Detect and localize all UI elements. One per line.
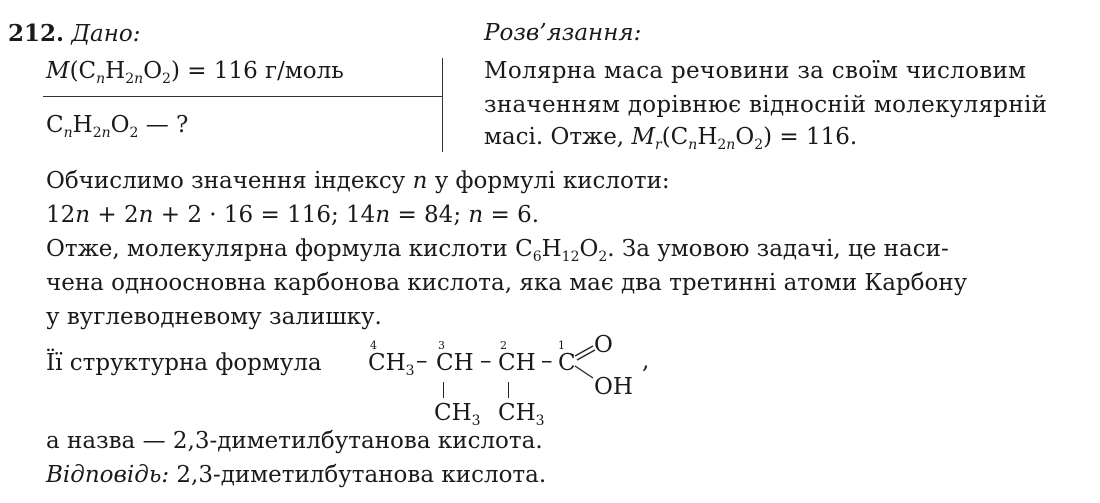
bond-4-3: – — [416, 348, 428, 374]
solution-text-3: масі. Отже, $M_r(C_nH_{2n}O_2) = 116$. — [484, 124, 858, 153]
bond-3-methyl — [443, 382, 444, 398]
atom-oh: OH — [594, 374, 633, 400]
given-label: Дано: — [71, 21, 141, 47]
solution-label: Розв’язання: — [484, 20, 642, 46]
atom-c-1: 1 C — [558, 339, 576, 376]
problem-number: 212. — [8, 20, 65, 47]
methyl-3: $CH_3$ — [434, 400, 481, 429]
given-vertical-divider — [442, 58, 443, 152]
body-line-1: Обчислимо значення індексу n у формулі кислоти: — [46, 168, 670, 194]
atom-ch-3: 3 CH — [436, 339, 474, 376]
given-molar-mass: $M(C_nH_{2n}O_2) = 116$ г/моль — [46, 58, 344, 87]
atom-ch-2: 2 CH — [498, 339, 536, 376]
methyl-2: $CH_3$ — [498, 400, 545, 429]
atom-o: O — [594, 332, 613, 358]
body-line-5: у вуглеводневому залишку. — [46, 304, 382, 330]
atom-ch3-4: 4 $CH_3$ — [368, 339, 415, 379]
body-line-2: 12n + 2n + 2 · 16 = 116; 14n = 84; n = 6. — [46, 202, 540, 228]
bond-3-2: – — [480, 348, 492, 374]
structure-intro: Її структурна формула — [46, 350, 322, 376]
answer-line — [46, 462, 546, 488]
problem-header — [8, 20, 141, 47]
given-unknown: $C_nH_{2n}O_2$ — ? — [46, 112, 189, 141]
bond-2-methyl — [508, 382, 509, 398]
given-divider — [43, 96, 443, 97]
body-line-4: чена одноосновна карбонова кислота, яка має два третинні атоми Карбону — [46, 270, 968, 296]
bond-2-1: – — [541, 348, 553, 374]
answer-text: 2,3-диметилбутанова кислота. — [176, 462, 547, 488]
name-line: а назва — 2,3-диметилбутанова кислота. — [46, 428, 543, 454]
solution-text-2: значенням дорівнює відносній молекулярній — [484, 92, 1048, 118]
formula-comma: , — [642, 348, 650, 374]
solution-text-1: Молярна маса речовини за своїм числовим — [484, 58, 1027, 84]
structural-formula — [368, 332, 668, 432]
answer-label: Відповідь: — [46, 462, 170, 488]
body-line-3: Отже, молекулярна формула кислоти $C_6H_{12}O_2$. За умовою задачі, це наси- — [46, 236, 949, 265]
